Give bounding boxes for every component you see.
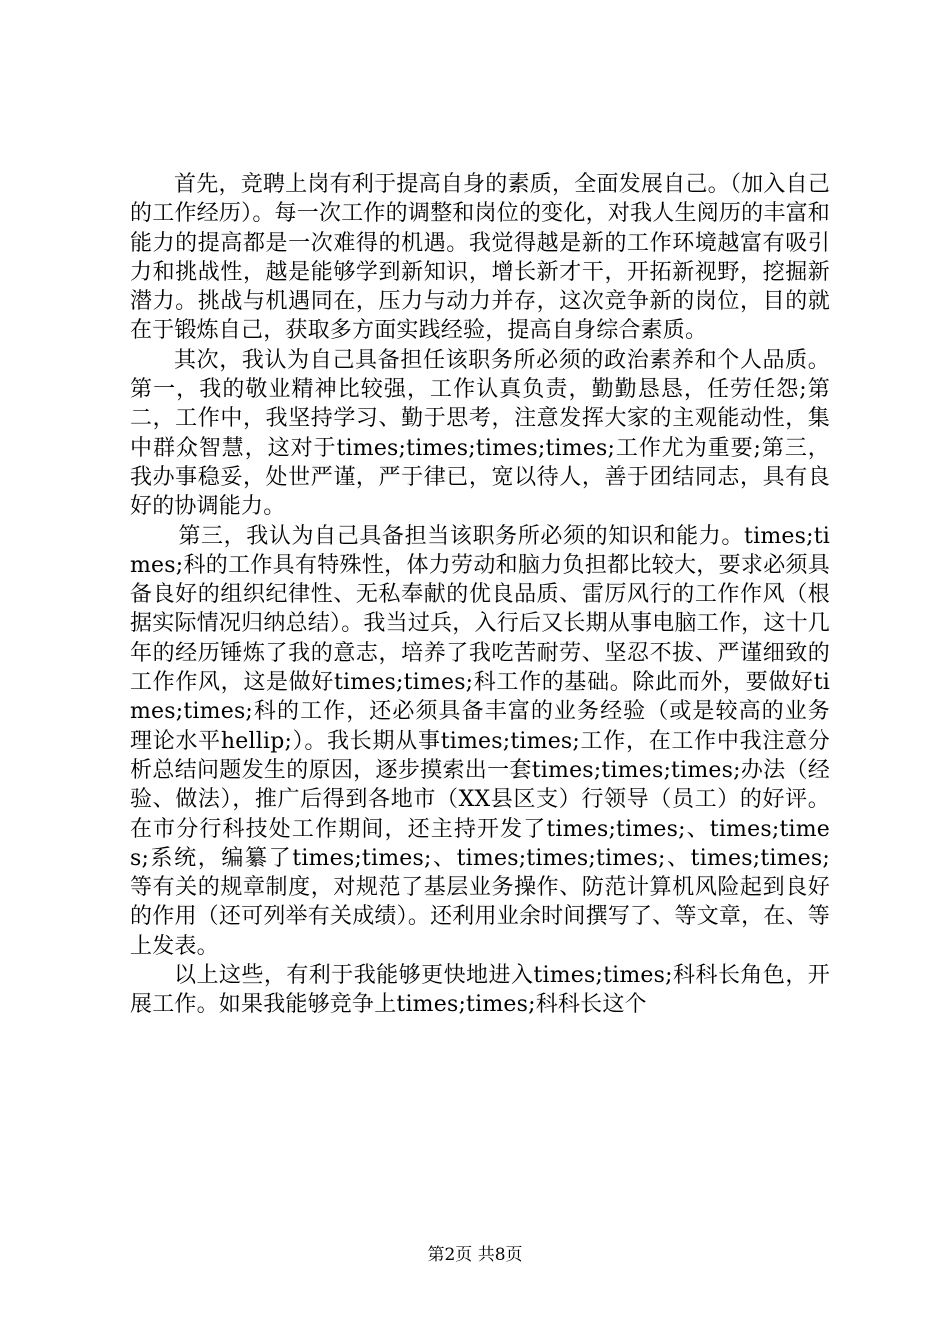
paragraph-3: 第三，我认为自己具备担当该职务所必须的知识和能力。times;times;科的工作具有特殊性，体力劳动和脑力负担都比较大，要求必须具备良好的组织纪律性、无私奉献的优良品质、雷厉风行的工作作风（根据实际情况归纳总结）。我当过兵，入行后又长期从事电脑工作，这十几年的经历锤炼了我的意志，培养了我吃苦耐劳、坚忍不拔、严谨细致的工作作风，这是做好times;times;科工作的基础。除此而外，要做好times;times;科的工作，还必须具备丰富的业务经验（或是较高的业务理论水平hellip;）。我长期从事times;times;工作，在工作中我注意分析总结问题发生的原因，逐步摸索出一套times;times;times;办法（经验、做法），推广后得到各地市（XX县区支）行领导（员工）的好评。在市分行科技处工作期间，还主持开发了times;times;、times;times;系统，编纂了times;times;、times;times;times;、times;times;等有关的规章制度，对规范了基层业务操作、防范计算机风险起到良好的作用（还可列举有关成绩）。还利用业余时间撰写了、等文章，在、等上发表。: [130, 523, 830, 959]
page-footer: 第2页 共8页: [427, 1245, 523, 1265]
paragraph-4: 以上这些，有利于我能够更快地进入times;times;科科长角色，开展工作。如果我能够竞争上times;times;科科长这个: [130, 963, 830, 1018]
document-body: [130, 170, 830, 1020]
paragraph-2: 其次，我认为自己具备担任该职务所必须的政治素养和个人品质。第一，我的敬业精神比较强，工作认真负责，勤勤恳恳，任劳任怨;第二，工作中，我坚持学习、勤于思考，注意发挥大家的主观能动性，集中群众智慧，这对于times;times;times;times;工作尤为重要;第三，我办事稳妥，处世严谨，严于律已，宽以待人，善于团结同志，具有良好的协调能力。: [130, 347, 830, 520]
paragraph-1: 首先，竞聘上岗有利于提高自身的素质，全面发展自己。（加入自己的工作经历）。每一次工作的调整和岗位的变化，对我人生阅历的丰富和能力的提高都是一次难得的机遇。我觉得越是新的工作环境越富有吸引力和挑战性，越是能够学到新知识，增长新才干，开拓新视野，挖掘新潜力。挑战与机遇同在，压力与动力并存，这次竞争新的岗位，目的就在于锻炼自己，获取多方面实践经验，提高自身综合素质。: [130, 172, 830, 344]
